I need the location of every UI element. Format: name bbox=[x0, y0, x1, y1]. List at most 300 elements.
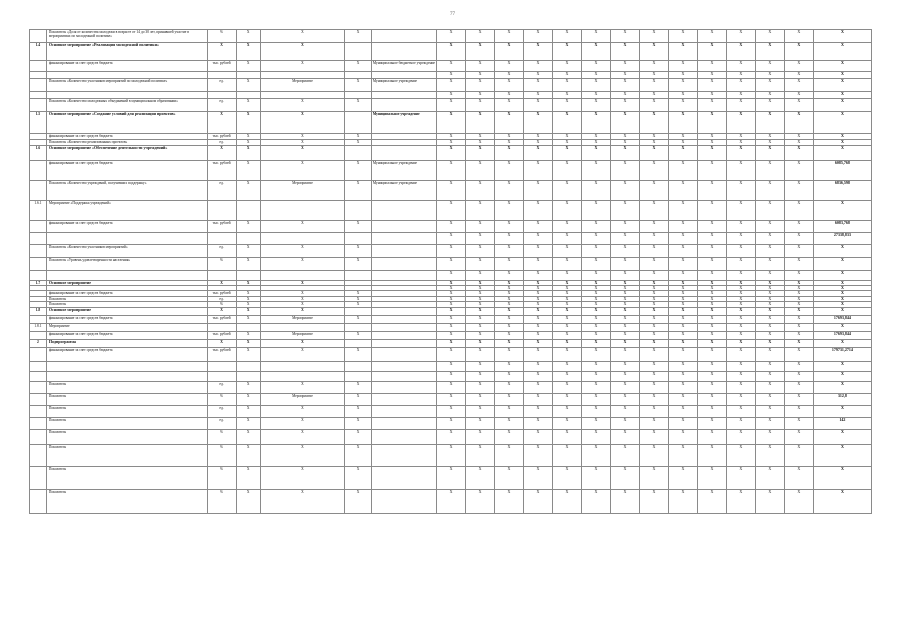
row-value: Х bbox=[552, 381, 581, 393]
row-value: Х bbox=[523, 134, 552, 140]
row-value: Х bbox=[784, 331, 813, 339]
row-value: Х bbox=[697, 393, 726, 405]
row-number: 1.5 bbox=[30, 112, 47, 134]
row-number bbox=[30, 361, 47, 371]
table-row bbox=[30, 221, 872, 233]
row-activity: Х bbox=[260, 161, 345, 181]
row-value: Х bbox=[755, 405, 784, 417]
row-value: Х bbox=[495, 331, 524, 339]
row-name: Основное мероприятие «Обеспечение деятельности учреждений» bbox=[46, 146, 207, 161]
row-number: 1.6 bbox=[30, 146, 47, 161]
row-code bbox=[236, 371, 260, 381]
row-responsible bbox=[371, 331, 436, 339]
row-activity: Мероприятие bbox=[260, 315, 345, 323]
row-activity: Х bbox=[260, 140, 345, 146]
row-value: Х bbox=[581, 181, 610, 201]
row-value: Х bbox=[755, 30, 784, 43]
row-value: Х bbox=[523, 245, 552, 258]
row-value: Х bbox=[639, 281, 668, 286]
row-value: Х bbox=[639, 489, 668, 513]
row-name: Показатель bbox=[46, 417, 207, 429]
row-name bbox=[46, 371, 207, 381]
row-value: Х bbox=[437, 361, 466, 371]
row-activity: Х bbox=[260, 296, 345, 301]
row-number bbox=[30, 331, 47, 339]
row-activity bbox=[260, 201, 345, 221]
row-value: Х bbox=[697, 258, 726, 271]
row-marker: Х bbox=[345, 30, 372, 43]
row-value: Х bbox=[697, 92, 726, 99]
row-value: Х bbox=[466, 381, 495, 393]
row-value: Х bbox=[495, 140, 524, 146]
row-value: Х bbox=[437, 201, 466, 221]
row-activity: Мероприятие bbox=[260, 181, 345, 201]
row-value: Х bbox=[610, 429, 639, 444]
row-value: Х bbox=[552, 181, 581, 201]
row-value: Х bbox=[784, 30, 813, 43]
row-activity bbox=[260, 323, 345, 331]
row-value: Х bbox=[495, 112, 524, 134]
row-name: Показатель «Количество участников мероприятий» bbox=[46, 245, 207, 258]
row-value: Х bbox=[495, 466, 524, 489]
row-value: Х bbox=[813, 323, 871, 331]
row-value: Х bbox=[668, 315, 697, 323]
row-value: Х bbox=[466, 134, 495, 140]
row-name: финансирование за счет средств бюджета bbox=[46, 161, 207, 181]
row-value: Х bbox=[466, 429, 495, 444]
row-value: Х bbox=[784, 79, 813, 92]
row-value: Х bbox=[726, 30, 755, 43]
row-value: Х bbox=[697, 307, 726, 315]
row-value: Х bbox=[610, 221, 639, 233]
row-value: Х bbox=[552, 61, 581, 72]
row-value: Х bbox=[581, 99, 610, 112]
row-value: Х bbox=[581, 281, 610, 286]
row-code: Х bbox=[236, 281, 260, 286]
row-value: Х bbox=[495, 92, 524, 99]
row-value: Х bbox=[495, 134, 524, 140]
row-value: Х bbox=[726, 307, 755, 315]
row-number bbox=[30, 393, 47, 405]
row-value: Х bbox=[610, 347, 639, 361]
row-name: финансирование за счет средств бюджета bbox=[46, 331, 207, 339]
row-value: Х bbox=[697, 30, 726, 43]
row-value: Х bbox=[466, 258, 495, 271]
row-responsible bbox=[371, 258, 436, 271]
row-value: Х bbox=[784, 161, 813, 181]
row-value: Х bbox=[581, 466, 610, 489]
row-value: Х bbox=[639, 371, 668, 381]
row-value: Х bbox=[697, 233, 726, 245]
row-value: Х bbox=[755, 134, 784, 140]
row-name: Основное мероприятие bbox=[46, 307, 207, 315]
row-name: Показатель «Доля от количества молодежи в возрасте от 14 до 30 лет, принявшей участие в мероприятиях по молодежной политике» bbox=[46, 30, 207, 43]
row-value: Х bbox=[495, 429, 524, 444]
row-value: Х bbox=[610, 112, 639, 134]
row-value: Х bbox=[581, 429, 610, 444]
row-value: Х bbox=[466, 444, 495, 466]
row-value: Х bbox=[466, 221, 495, 233]
row-unit: Х bbox=[207, 281, 236, 286]
row-unit: тыс. рублей bbox=[207, 134, 236, 140]
row-value: 312,8 bbox=[813, 393, 871, 405]
row-value: Х bbox=[581, 146, 610, 161]
row-value: Х bbox=[437, 30, 466, 43]
row-value: Х bbox=[813, 43, 871, 61]
row-value: Х bbox=[639, 72, 668, 79]
row-value: Х bbox=[755, 301, 784, 307]
row-responsible bbox=[371, 417, 436, 429]
table-row bbox=[30, 181, 872, 201]
row-value: Х bbox=[755, 339, 784, 347]
row-value: 179731,2714 bbox=[813, 347, 871, 361]
row-value: Х bbox=[552, 331, 581, 339]
row-value: Х bbox=[668, 323, 697, 331]
row-value: Х bbox=[523, 140, 552, 146]
row-value: Х bbox=[437, 258, 466, 271]
row-value: Х bbox=[668, 112, 697, 134]
row-value: Х bbox=[697, 296, 726, 301]
row-value: Х bbox=[639, 347, 668, 361]
table-row bbox=[30, 444, 872, 466]
row-value: Х bbox=[784, 315, 813, 323]
row-value: Х bbox=[726, 72, 755, 79]
row-value: Х bbox=[639, 331, 668, 339]
row-responsible bbox=[371, 315, 436, 323]
row-unit bbox=[207, 361, 236, 371]
row-name: Показатель «Количество реализованных проектов» bbox=[46, 140, 207, 146]
table-row bbox=[30, 245, 872, 258]
row-value: Х bbox=[813, 361, 871, 371]
row-value: Х bbox=[697, 371, 726, 381]
row-value: Х bbox=[726, 146, 755, 161]
row-value: Х bbox=[755, 112, 784, 134]
row-marker bbox=[345, 43, 372, 61]
row-value: Х bbox=[726, 221, 755, 233]
row-value: Х bbox=[552, 429, 581, 444]
row-value: Х bbox=[581, 307, 610, 315]
row-value: Х bbox=[581, 112, 610, 134]
row-value: Х bbox=[813, 296, 871, 301]
row-value: Х bbox=[755, 331, 784, 339]
row-activity: Х bbox=[260, 339, 345, 347]
row-value: Х bbox=[784, 393, 813, 405]
row-value: Х bbox=[523, 405, 552, 417]
row-code bbox=[236, 361, 260, 371]
row-value: Х bbox=[639, 181, 668, 201]
row-value: Х bbox=[697, 331, 726, 339]
row-value: Х bbox=[755, 258, 784, 271]
row-value: Х bbox=[610, 146, 639, 161]
row-activity bbox=[260, 233, 345, 245]
row-value: Х bbox=[552, 405, 581, 417]
row-value: Х bbox=[523, 271, 552, 281]
row-number: 1.4 bbox=[30, 43, 47, 61]
row-value: Х bbox=[437, 405, 466, 417]
row-value: Х bbox=[581, 30, 610, 43]
row-value: Х bbox=[668, 30, 697, 43]
row-responsible: Муниципальное учреждение bbox=[371, 181, 436, 201]
row-value: Х bbox=[668, 61, 697, 72]
row-value: Х bbox=[610, 371, 639, 381]
row-number: 1.8.1 bbox=[30, 323, 47, 331]
row-value: Х bbox=[523, 112, 552, 134]
row-value: Х bbox=[726, 381, 755, 393]
row-value: Х bbox=[437, 489, 466, 513]
row-value: Х bbox=[668, 381, 697, 393]
row-value: Х bbox=[552, 286, 581, 291]
row-activity bbox=[260, 371, 345, 381]
row-marker bbox=[345, 371, 372, 381]
row-number: 1.6.1 bbox=[30, 201, 47, 221]
row-name: Показатель bbox=[46, 405, 207, 417]
row-value: Х bbox=[466, 146, 495, 161]
row-value: Х bbox=[755, 307, 784, 315]
row-value: Х bbox=[755, 444, 784, 466]
row-value: Х bbox=[523, 296, 552, 301]
row-value: Х bbox=[437, 307, 466, 315]
row-value: Х bbox=[639, 381, 668, 393]
row-unit: ед. bbox=[207, 245, 236, 258]
row-unit: ед. bbox=[207, 417, 236, 429]
row-value: Х bbox=[784, 43, 813, 61]
row-value: Х bbox=[437, 245, 466, 258]
table-row bbox=[30, 331, 872, 339]
row-name: финансирование за счет средств бюджета bbox=[46, 221, 207, 233]
row-number bbox=[30, 371, 47, 381]
row-value: Х bbox=[610, 393, 639, 405]
row-value: Х bbox=[581, 405, 610, 417]
row-value: Х bbox=[523, 331, 552, 339]
row-value: Х bbox=[697, 281, 726, 286]
row-value: Х bbox=[581, 296, 610, 301]
row-number bbox=[30, 405, 47, 417]
row-value: Х bbox=[552, 489, 581, 513]
row-value: Х bbox=[726, 271, 755, 281]
row-value: Х bbox=[466, 286, 495, 291]
row-value: Х bbox=[466, 245, 495, 258]
row-value: Х bbox=[552, 134, 581, 140]
row-value: Х bbox=[466, 201, 495, 221]
row-name: Показатель bbox=[46, 489, 207, 513]
row-value: Х bbox=[552, 271, 581, 281]
row-value: Х bbox=[697, 417, 726, 429]
row-value: Х bbox=[523, 72, 552, 79]
row-value: Х bbox=[784, 444, 813, 466]
table-row bbox=[30, 429, 872, 444]
row-value: Х bbox=[466, 307, 495, 315]
row-name: Показатель «Количество молодежных объединений в муниципальном образовании» bbox=[46, 99, 207, 112]
row-value: Х bbox=[523, 429, 552, 444]
row-value: Х bbox=[495, 99, 524, 112]
row-value: Х bbox=[697, 429, 726, 444]
table-row bbox=[30, 323, 872, 331]
row-value: Х bbox=[581, 347, 610, 361]
row-value: Х bbox=[726, 245, 755, 258]
row-value: Х bbox=[466, 271, 495, 281]
row-value: Х bbox=[437, 301, 466, 307]
row-unit: тыс. рублей bbox=[207, 291, 236, 296]
row-value: Х bbox=[697, 361, 726, 371]
row-marker: Х bbox=[345, 393, 372, 405]
row-value: Х bbox=[668, 99, 697, 112]
row-value: Х bbox=[784, 271, 813, 281]
row-value: Х bbox=[668, 221, 697, 233]
row-name: Мероприятие «Поддержка учреждений» bbox=[46, 201, 207, 221]
row-name: финансирование за счет средств бюджета bbox=[46, 134, 207, 140]
row-value: Х bbox=[755, 245, 784, 258]
table-row bbox=[30, 258, 872, 271]
row-value: Х bbox=[552, 347, 581, 361]
row-responsible bbox=[371, 233, 436, 245]
table-row bbox=[30, 99, 872, 112]
row-activity: Мероприятие bbox=[260, 393, 345, 405]
row-value: Х bbox=[668, 146, 697, 161]
row-value: Х bbox=[668, 466, 697, 489]
row-number bbox=[30, 347, 47, 361]
row-unit: ед. bbox=[207, 181, 236, 201]
row-activity: Мероприятие bbox=[260, 79, 345, 92]
row-value: Х bbox=[610, 466, 639, 489]
row-value: Х bbox=[552, 112, 581, 134]
row-value: Х bbox=[668, 296, 697, 301]
row-value: Х bbox=[668, 301, 697, 307]
row-value: Х bbox=[495, 296, 524, 301]
row-value: Х bbox=[610, 92, 639, 99]
row-value: Х bbox=[697, 146, 726, 161]
row-code bbox=[236, 233, 260, 245]
row-marker: Х bbox=[345, 331, 372, 339]
row-value: Х bbox=[523, 30, 552, 43]
row-code: Х bbox=[236, 245, 260, 258]
row-value: Х bbox=[726, 347, 755, 361]
row-value: Х bbox=[755, 315, 784, 323]
row-code: Х bbox=[236, 301, 260, 307]
row-number bbox=[30, 489, 47, 513]
row-value: Х bbox=[495, 315, 524, 323]
row-name: Показатель bbox=[46, 296, 207, 301]
row-responsible bbox=[371, 381, 436, 393]
row-marker: Х bbox=[345, 245, 372, 258]
table-row bbox=[30, 405, 872, 417]
row-value: Х bbox=[639, 92, 668, 99]
row-value: Х bbox=[437, 347, 466, 361]
row-activity: Х bbox=[260, 281, 345, 286]
row-marker: Х bbox=[345, 429, 372, 444]
row-value: Х bbox=[813, 201, 871, 221]
row-value: Х bbox=[784, 99, 813, 112]
row-value: Х bbox=[697, 161, 726, 181]
row-value: Х bbox=[523, 201, 552, 221]
row-value: Х bbox=[495, 79, 524, 92]
row-value: Х bbox=[437, 43, 466, 61]
row-responsible bbox=[371, 339, 436, 347]
row-value: Х bbox=[697, 72, 726, 79]
row-value: Х bbox=[813, 271, 871, 281]
row-responsible bbox=[371, 444, 436, 466]
row-value: Х bbox=[784, 258, 813, 271]
row-unit: ед. bbox=[207, 79, 236, 92]
row-unit bbox=[207, 323, 236, 331]
row-value: Х bbox=[610, 323, 639, 331]
table-body bbox=[30, 30, 872, 514]
row-value: Х bbox=[813, 258, 871, 271]
row-unit: тыс. рублей bbox=[207, 61, 236, 72]
row-value: Х bbox=[523, 161, 552, 181]
table-row bbox=[30, 233, 872, 245]
row-value: Х bbox=[639, 79, 668, 92]
row-activity: Х bbox=[260, 405, 345, 417]
row-value: Х bbox=[495, 291, 524, 296]
row-value: Х bbox=[639, 405, 668, 417]
row-value: Х bbox=[610, 405, 639, 417]
row-name: Показатель «Количество участников мероприятий по молодежной политике» bbox=[46, 79, 207, 92]
row-code: Х bbox=[236, 140, 260, 146]
row-value: Х bbox=[466, 99, 495, 112]
row-value: Х bbox=[581, 417, 610, 429]
row-value: Х bbox=[581, 161, 610, 181]
row-value: Х bbox=[813, 281, 871, 286]
row-activity: Х bbox=[260, 444, 345, 466]
row-value: Х bbox=[784, 307, 813, 315]
row-name bbox=[46, 271, 207, 281]
row-name bbox=[46, 92, 207, 99]
row-value: Х bbox=[697, 140, 726, 146]
row-value: Х bbox=[755, 361, 784, 371]
row-value: Х bbox=[437, 381, 466, 393]
row-value: Х bbox=[523, 417, 552, 429]
row-value: Х bbox=[495, 233, 524, 245]
row-value: Х bbox=[726, 258, 755, 271]
row-activity: Х bbox=[260, 99, 345, 112]
row-value: Х bbox=[639, 30, 668, 43]
row-value: Х bbox=[697, 99, 726, 112]
row-value: Х bbox=[813, 112, 871, 134]
row-value: Х bbox=[495, 301, 524, 307]
row-responsible bbox=[371, 271, 436, 281]
row-value: Х bbox=[581, 444, 610, 466]
row-value: Х bbox=[784, 323, 813, 331]
table-row bbox=[30, 417, 872, 429]
row-value: Х bbox=[784, 417, 813, 429]
row-marker bbox=[345, 233, 372, 245]
row-value: Х bbox=[495, 286, 524, 291]
row-value: 142 bbox=[813, 417, 871, 429]
row-number bbox=[30, 381, 47, 393]
row-value: Х bbox=[726, 201, 755, 221]
row-value: Х bbox=[523, 281, 552, 286]
table-row bbox=[30, 489, 872, 513]
row-value: Х bbox=[784, 146, 813, 161]
row-name: Показатель bbox=[46, 444, 207, 466]
row-code: Х bbox=[236, 30, 260, 43]
row-name: Показатель bbox=[46, 381, 207, 393]
row-value: Х bbox=[668, 140, 697, 146]
row-value: Х bbox=[552, 281, 581, 286]
row-value: Х bbox=[581, 140, 610, 146]
row-activity bbox=[260, 92, 345, 99]
row-value: Х bbox=[581, 301, 610, 307]
table-row bbox=[30, 146, 872, 161]
row-number bbox=[30, 245, 47, 258]
row-value: Х bbox=[755, 371, 784, 381]
row-name: Мероприятие bbox=[46, 323, 207, 331]
row-value: Х bbox=[581, 381, 610, 393]
row-unit: тыс. рублей bbox=[207, 331, 236, 339]
row-code: Х bbox=[236, 296, 260, 301]
row-value: Х bbox=[813, 92, 871, 99]
row-responsible: Муниципальное бюджетное учреждение bbox=[371, 61, 436, 72]
